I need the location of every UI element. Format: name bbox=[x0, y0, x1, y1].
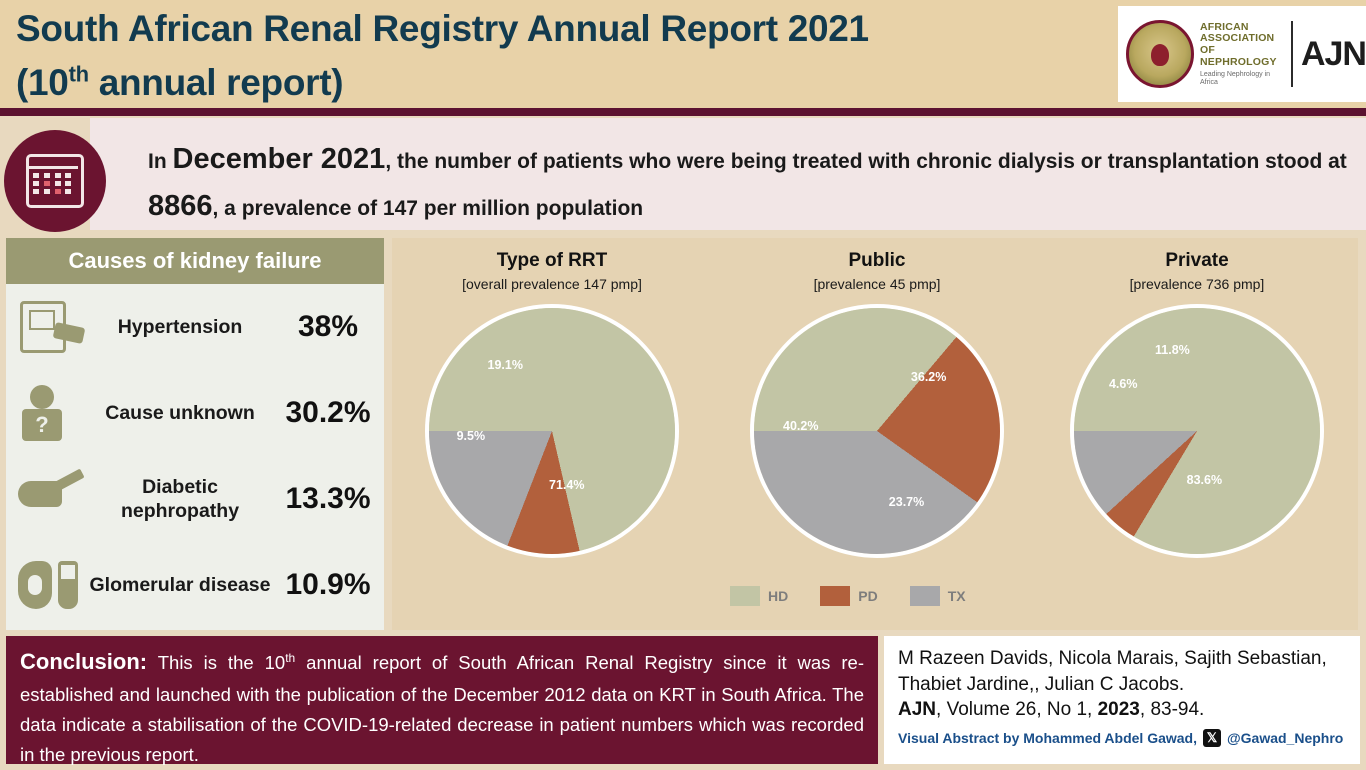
legend-swatch-tx bbox=[910, 586, 940, 606]
cause-value: 38% bbox=[297, 310, 359, 343]
page-title-line2-pre: (10 bbox=[16, 61, 69, 103]
cause-label: Cause unknown bbox=[105, 401, 255, 424]
chart-public bbox=[732, 250, 1022, 554]
pie-chart bbox=[429, 308, 675, 554]
legend-label-tx: TX bbox=[947, 588, 966, 604]
conclusion-text bbox=[20, 644, 864, 770]
summary-pre: In bbox=[148, 150, 173, 173]
legend-label-hd: HD bbox=[768, 588, 789, 604]
legend-item-hd bbox=[730, 586, 788, 606]
pie-slice-label-tx: 19.1% bbox=[487, 357, 523, 372]
logo-block bbox=[1118, 6, 1366, 102]
chart-private bbox=[1052, 250, 1342, 554]
pie-slice-label-hd: 36.2% bbox=[910, 369, 947, 384]
aan-line2: ASSOCIATION bbox=[1200, 32, 1275, 45]
pie-slice-label-pd: 9.5% bbox=[456, 428, 486, 443]
cause-value: 30.2% bbox=[285, 396, 371, 429]
journal-name: AJN bbox=[898, 699, 937, 721]
pie-slice-label-pd: 23.7% bbox=[888, 495, 925, 510]
chart-type-of-rrt bbox=[412, 250, 692, 554]
aan-logo-text bbox=[1200, 22, 1283, 87]
journal-year: 2023 bbox=[1097, 699, 1140, 721]
cause-row-diabetic-nephropathy bbox=[6, 456, 384, 542]
aan-emblem-icon bbox=[1126, 20, 1194, 88]
header-rule bbox=[0, 108, 1366, 116]
pie-slice-label-hd: 83.6% bbox=[1186, 473, 1223, 488]
calendar-icon bbox=[4, 130, 106, 232]
cause-label: Glomerular disease bbox=[89, 573, 271, 596]
summary-post: , a prevalence of 147 per million population bbox=[212, 196, 644, 220]
causes-card bbox=[6, 238, 384, 630]
chart-legend bbox=[730, 586, 988, 606]
pie-slice-label-tx: 11.8% bbox=[1155, 342, 1190, 357]
page-title bbox=[16, 2, 1106, 109]
twitter-handle[interactable]: @Gawad_Nephro bbox=[1227, 730, 1344, 747]
x-twitter-icon[interactable]: 𝕏 bbox=[1203, 729, 1221, 747]
kidney-icon bbox=[14, 555, 88, 615]
pie-slice-label-tx: 40.2% bbox=[783, 419, 819, 434]
chart-title: Private bbox=[1165, 250, 1229, 271]
blood-pressure-icon bbox=[14, 297, 88, 357]
aan-line3: OF NEPHROLOGY bbox=[1200, 44, 1277, 68]
logo-divider bbox=[1291, 21, 1293, 87]
chart-title: Public bbox=[848, 250, 906, 271]
pie-slice-label-pd: 4.6% bbox=[1108, 377, 1138, 392]
summary-count: 8866 bbox=[148, 189, 213, 222]
cause-row-cause-unknown bbox=[6, 370, 384, 456]
page-title-ordinal: th bbox=[68, 61, 89, 87]
conclusion-pre: This is the 10 bbox=[147, 652, 286, 673]
visual-abstract-credit bbox=[898, 729, 1348, 747]
journal-pages: , 83-94. bbox=[1139, 699, 1205, 721]
aan-tagline: Leading Nephrology in Africa bbox=[1200, 70, 1271, 86]
question-mark-icon: ? bbox=[14, 383, 88, 443]
ajn-logo: AJN bbox=[1300, 34, 1366, 73]
pie-chart bbox=[1074, 308, 1320, 554]
header bbox=[0, 0, 1366, 108]
chart-title: Type of RRT bbox=[496, 250, 608, 271]
chart-subtitle: [prevalence 45 pmp] bbox=[813, 276, 941, 292]
chart-subtitle: [prevalence 736 pmp] bbox=[1129, 276, 1265, 292]
conclusion-heading: Conclusion: bbox=[20, 649, 148, 674]
causes-heading: Causes of kidney failure bbox=[6, 238, 384, 284]
legend-label-pd: PD bbox=[858, 588, 878, 604]
summary-banner bbox=[90, 118, 1366, 230]
aan-line1: AFRICAN bbox=[1200, 20, 1249, 33]
summary-text bbox=[148, 136, 1348, 230]
journal-volume: , Volume 26, No 1, bbox=[936, 699, 1098, 721]
pie-slice-label-hd: 71.4% bbox=[549, 478, 585, 493]
page-title-line2-post: annual report) bbox=[88, 61, 344, 103]
summary-date: December 2021 bbox=[172, 143, 386, 175]
cause-value: 10.9% bbox=[285, 568, 371, 601]
credit-text: Visual Abstract by Mohammed Abdel Gawad, bbox=[898, 730, 1197, 747]
cause-value: 13.3% bbox=[285, 482, 371, 515]
pie-chart bbox=[754, 308, 1000, 554]
cause-row-glomerular-disease bbox=[6, 542, 384, 628]
legend-item-pd bbox=[820, 586, 877, 606]
glucose-test-icon bbox=[14, 469, 88, 529]
summary-mid: , the number of patients who were being treated with chronic dialysis or transplantation stood at bbox=[385, 150, 1347, 173]
chart-subtitle: [overall prevalence 147 pmp] bbox=[462, 276, 642, 292]
cause-label: Hypertension bbox=[117, 315, 243, 338]
authors-box bbox=[884, 636, 1360, 764]
legend-item-tx bbox=[910, 586, 966, 606]
journal-citation bbox=[898, 699, 1348, 721]
cause-label: Diabetic nephropathy bbox=[120, 475, 240, 522]
charts-panel bbox=[392, 238, 1358, 630]
author-names: M Razeen Davids, Nicola Marais, Sajith Sebastian, Thabiet Jardine,, Julian C Jacobs. bbox=[898, 648, 1327, 695]
conclusion-post: annual report of South African Renal Registry since it was re-established and launched with the publication of the December 2012 data on KRT in South Africa. The data indicate a stabilisation of the COVID-19-related decrease in patient numbers which was recorded in the previous report. bbox=[20, 652, 864, 765]
page-title-line1: South African Renal Registry Annual Report 2021 bbox=[16, 8, 869, 49]
conclusion-box bbox=[6, 636, 878, 764]
legend-swatch-pd bbox=[820, 586, 850, 606]
legend-swatch-hd bbox=[730, 586, 760, 606]
conclusion-ordinal: th bbox=[285, 650, 296, 665]
cause-row-hypertension bbox=[6, 284, 384, 370]
